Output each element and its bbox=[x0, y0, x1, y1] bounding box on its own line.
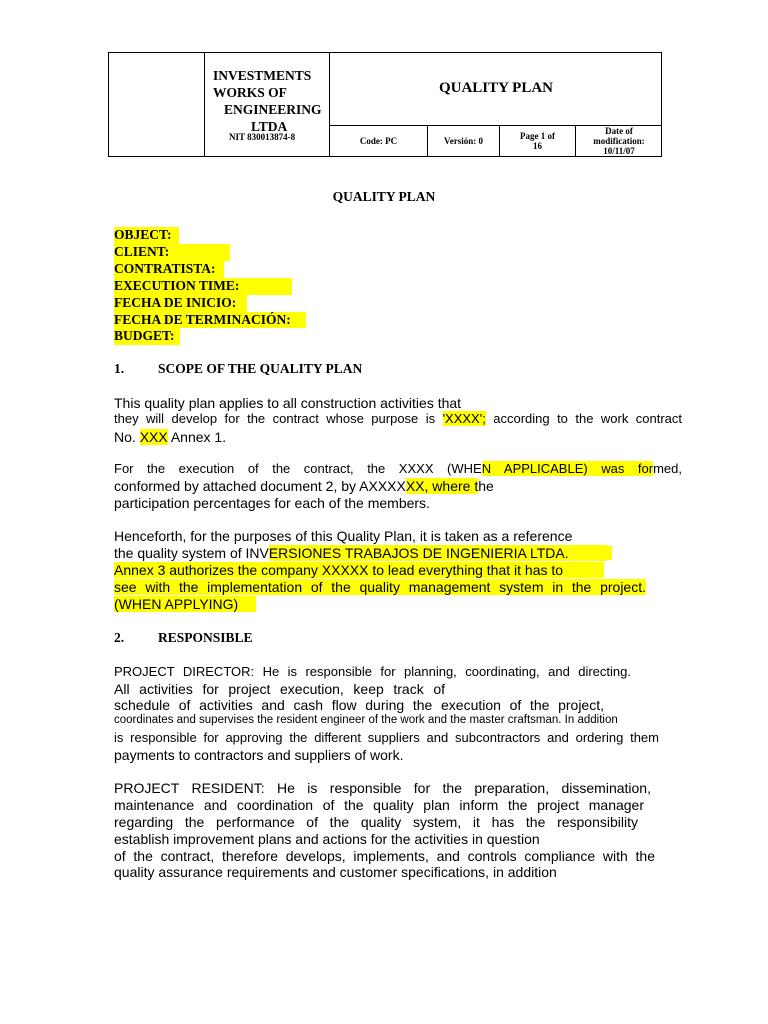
paragraph-line: payments to contractors and suppliers of work. bbox=[114, 747, 404, 763]
paragraph-line: (WHEN APPLYING) bbox=[114, 596, 256, 612]
paragraph-line: Henceforth, for the purposes of this Quality Plan, it is taken as a reference bbox=[114, 528, 573, 544]
highlight: XX, where t bbox=[405, 478, 479, 494]
section-title: RESPONSIBLE bbox=[158, 630, 253, 645]
field-budget: BUDGET: bbox=[114, 328, 180, 345]
paragraph-line: they will develop for the contract whose purpose is 'XXXX'; according to the work contract bbox=[114, 411, 682, 426]
page-line: 16 bbox=[533, 141, 542, 151]
paragraph-line: All activities for project execution, keep track of bbox=[114, 681, 445, 697]
paragraph-line: of the contract, therefore develops, implements, and controls compliance with the bbox=[114, 848, 655, 864]
paragraph-line: PROJECT DIRECTOR: He is responsible for planning, coordinating, and directing. bbox=[114, 664, 631, 679]
paragraph-line: schedule of activities and cash flow during the execution of the project, bbox=[114, 697, 604, 713]
date-line: Date of bbox=[605, 126, 633, 136]
field-fecha-terminacion: FECHA DE TERMINACIÓN: bbox=[114, 312, 306, 329]
field-fecha-inicio: FECHA DE INICIO: bbox=[114, 295, 247, 312]
paragraph-line: No. XXX Annex 1. bbox=[114, 429, 227, 445]
date-line: 10/11/07 bbox=[603, 146, 635, 156]
header-title: QUALITY PLAN bbox=[438, 80, 554, 96]
highlight-mark bbox=[607, 546, 612, 560]
section-heading bbox=[114, 630, 253, 646]
paragraph-line: Annex 3 authorizes the company XXXXX to lead everything that it has to bbox=[114, 562, 604, 578]
company-line: WORKS OF bbox=[213, 85, 287, 100]
highlight: ERSIONES TRABAJOS DE INGENIERIA LTDA. bbox=[269, 545, 607, 561]
field-client: CLIENT: bbox=[114, 244, 230, 261]
contract-fields bbox=[114, 227, 306, 345]
version-cell: Versión: 0 bbox=[428, 126, 500, 156]
date-line: modification: bbox=[593, 136, 645, 146]
paragraph-line: PROJECT RESIDENT: He is responsible for the preparation, dissemination, bbox=[114, 780, 651, 796]
paragraph-line: coordinates and supervises the resident engineer of the work and the master craftsman. In addition bbox=[114, 714, 618, 726]
paragraph-line: see with the implementation of the quality management system in the project. bbox=[114, 579, 646, 595]
company-line: INVESTMENTS bbox=[213, 68, 312, 83]
company-name bbox=[213, 67, 338, 135]
document-title: QUALITY PLAN bbox=[332, 189, 436, 204]
paragraph-line: quality assurance requirements and customer specifications, in addition bbox=[114, 864, 557, 880]
section-heading bbox=[114, 361, 362, 377]
company-nit: NIT 830013874-8 bbox=[229, 132, 296, 142]
field-object: OBJECT: bbox=[114, 227, 179, 244]
header-title-cell bbox=[330, 53, 662, 126]
highlight: 'XXXX'; bbox=[442, 411, 486, 426]
paragraph-line: establish improvement plans and actions for the activities in question bbox=[114, 831, 540, 847]
page-cell bbox=[500, 126, 576, 156]
logo-cell bbox=[109, 53, 205, 156]
section-title: SCOPE OF THE QUALITY PLAN bbox=[158, 361, 363, 376]
section-number: 1. bbox=[114, 361, 125, 376]
paragraph-line: maintenance and coordination of the quality plan inform the project manager bbox=[114, 797, 644, 813]
paragraph-line: is responsible for approving the different suppliers and subcontractors and ordering them bbox=[114, 730, 659, 745]
date-cell bbox=[576, 126, 662, 156]
paragraph-line: the quality system of INVERSIONES TRABAJOS DE INGENIERIA LTDA. bbox=[114, 545, 644, 561]
highlight: N APPLICABLE) was for bbox=[481, 461, 654, 476]
paragraph-line: regarding the performance of the quality system, it has the responsibility bbox=[114, 814, 638, 830]
paragraph-line: conformed by attached document 2, by AXXXXXX, where the bbox=[114, 478, 494, 494]
field-execution-time: EXECUTION TIME: bbox=[114, 278, 292, 295]
company-line: ENGINEERING bbox=[224, 102, 322, 117]
company-cell bbox=[205, 53, 330, 156]
page-line: Page 1 of bbox=[520, 131, 555, 141]
section-number: 2. bbox=[114, 630, 125, 645]
document-header-table bbox=[108, 52, 662, 157]
field-contratista: CONTRATISTA: bbox=[114, 261, 224, 278]
paragraph-line: For the execution of the contract, the XXXX (WHEN APPLICABLE) was formed, bbox=[114, 461, 682, 476]
company-line: LTDA bbox=[251, 119, 288, 134]
paragraph-line: This quality plan applies to all construction activities that bbox=[114, 395, 462, 411]
paragraph-line: participation percentages for each of the members. bbox=[114, 495, 430, 511]
highlight: XXX bbox=[139, 429, 168, 445]
code-cell: Code: PC bbox=[330, 126, 428, 156]
